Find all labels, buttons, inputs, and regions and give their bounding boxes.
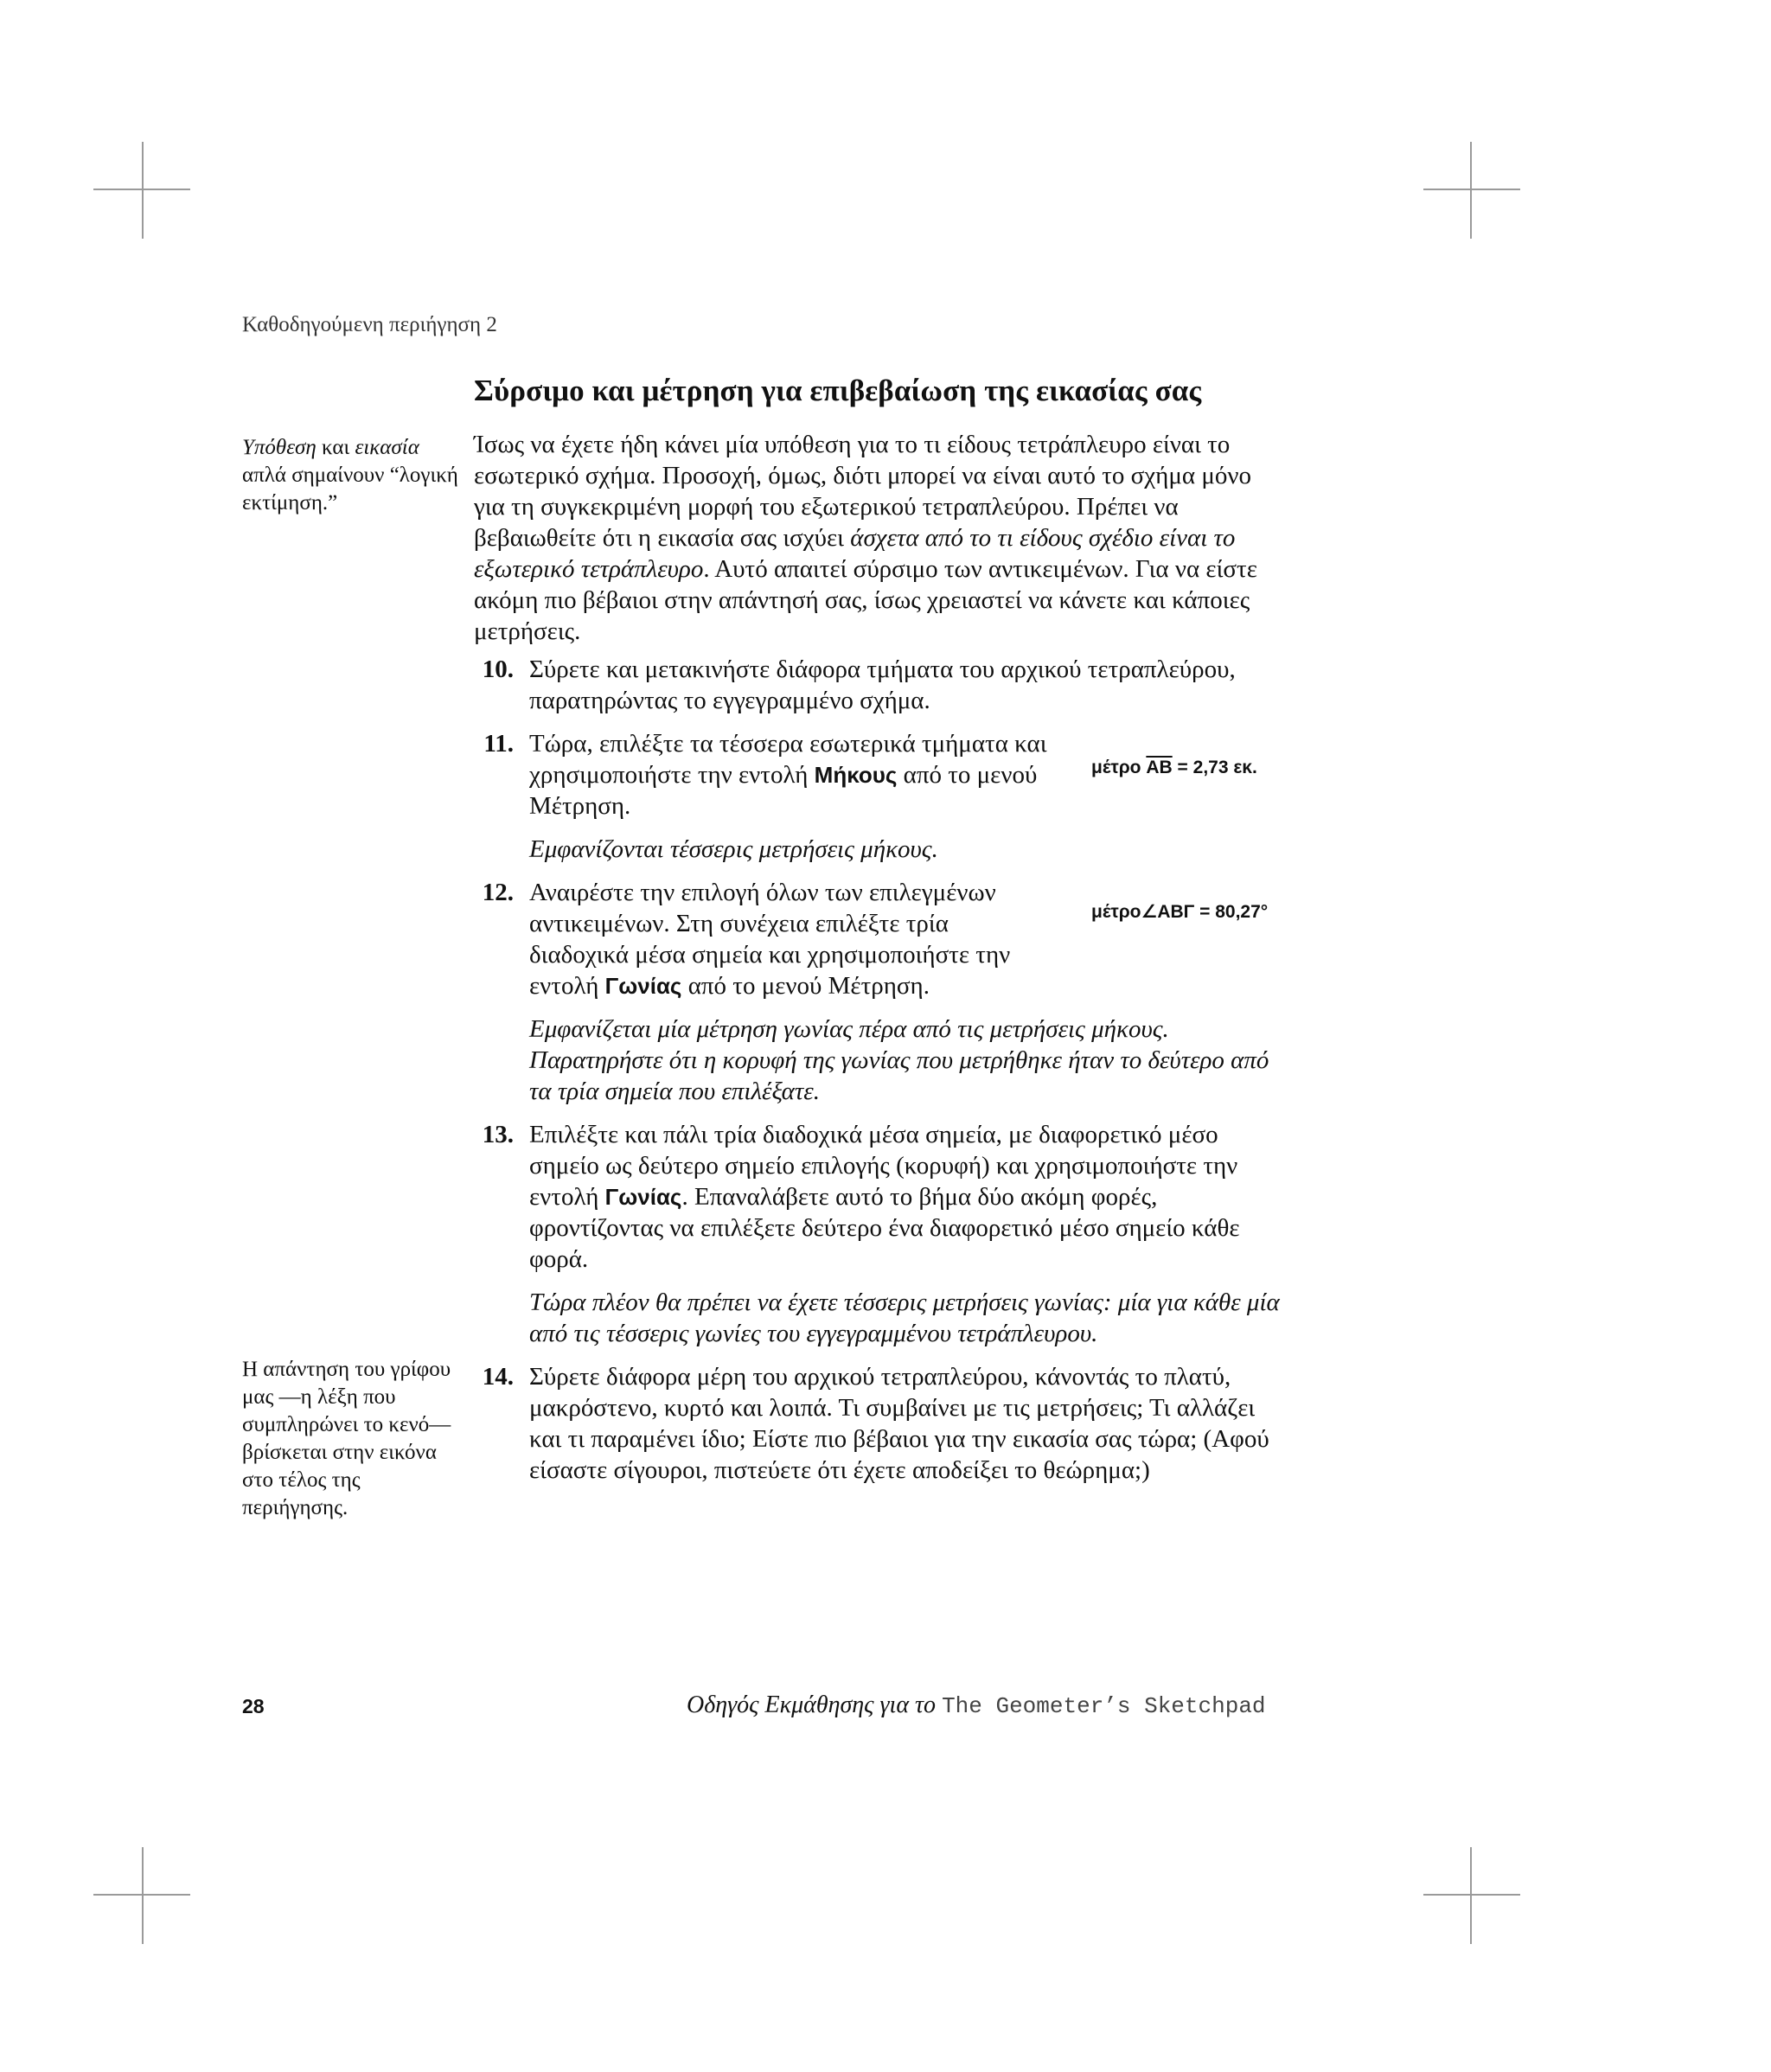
margin-note-hypothesis [242,434,458,517]
step-number: 13. [482,1121,514,1148]
margin-note-text: και [316,436,355,459]
step-13 [474,1119,1287,1275]
steps-list [474,654,1287,1498]
menu-command-angle: Γωνίας [604,973,682,999]
step-result: Τώρα πλέον θα πρέπει να έχετε τέσσερις μετρήσεις γωνίας: μία για κάθε μία από τις τέσσερις γωνίες του εγγεγραμμένου τετράπλευρου. [529,1289,1280,1347]
intro-emphasis: άσχετα από το τι είδους σχέδιο είναι το εξωτερικό τετράπλευρο [474,524,1236,583]
footer-book-title: Οδηγός Εκμάθησης για το The Geometer’s Sketchpad [687,1691,1266,1719]
menu-command-angle: Γωνίας [604,1184,682,1210]
step-text: Επιλέξτε και πάλι τρία διαδοχικά μέσα σημεία, με διαφορετικό μέσο σημείο ως δεύτερο σημείο επιλογής (κορυφή) και χρησιμοποιήστε την εντολή Γωνίας. Επαναλάβετε αυτό το βήμα δύο ακόμη φορές, φροντίζοντας να επιλέξετε δεύτερο ένα διαφορετικό μέσο σημείο κάθε φορά. [529,1121,1240,1273]
step-text: Σύρετε διάφορα μέρη του αρχικού τετραπλεύρου, κάνοντάς το πλατύ, μακρόστενο, κυρτό και λοιπά. Τι συμβαίνει με τις μετρήσεις; Τι αλλάζει και τι παραμένει ίδιο; Είστε πιο βέβαιοι για την εικασία σας τώρα; (Αφού είσαστε σίγουροι, πιστεύετε ότι έχετε αποδείξει το θεώρημα;) [529,1363,1269,1484]
software-name: The Geometer’s Sketchpad [942,1693,1266,1719]
running-head: Καθοδηγούμενη περιήγηση 2 [242,313,497,336]
page-number: 28 [242,1695,265,1717]
crop-mark [1423,189,1520,190]
step-10 [474,654,1287,716]
margin-note-puzzle: Η απάντηση του γρίφου μας —η λέξη που συμπληρώνει το κενό— βρίσκεται στην εικόνα στο τέλος της περιήγησης. [242,1358,451,1519]
crop-mark [142,1847,144,1944]
menu-command-length: Μήκους [814,762,898,788]
margin-note-text: απλά σημαίνουν “λογική εκτίμηση.” [242,464,458,515]
intro-paragraph [474,429,1287,647]
segment-label: $\overline{AB}$ [1146,758,1173,777]
step-number: 11. [483,730,514,758]
step-result: Εμφανίζονται τέσσερις μετρήσεις μήκους. [529,835,938,863]
step-text: Τώρα, επιλέξτε τα τέσσερα εσωτερικά τμήματα και χρησιμοποιήστε την εντολή Μήκους από το μενού Μέτρηση. [529,730,1047,820]
step-number: 10. [482,655,514,683]
section-title: Σύρσιμο και μέτρηση για επιβεβαίωση της εικασίας σας [474,374,1202,407]
intro-text: Ίσως να έχετε ήδη κάνει μία υπόθεση για το τι είδους τετράπλευρο είναι το εσωτερικό σχήμα. Προσοχή, όμως, διότι μπορεί να είναι αυτό το σχήμα μόνο για τη συγκεκριμένη μορφή του εξωτερικού τετραπλεύρου. Πρέπει να βεβαιωθείτε ότι η εικασία σας ισχύει [474,431,1251,552]
crop-mark [1423,1894,1520,1896]
crop-mark [1470,1847,1472,1944]
crop-mark [1470,142,1472,239]
step-number: 14. [482,1363,514,1391]
angle-measurement-readout: μέτρο∠ΑΒΓ = 80,27° [1091,902,1269,922]
crop-mark [142,142,144,239]
step-result: Εμφανίζεται μία μέτρηση γωνίας πέρα από τις μετρήσεις μήκους. Παρατηρήστε ότι η κορυφή της γωνίας που μετρήθηκε ήταν το δεύτερο από τα τρία σημεία που επιλέξατε. [529,1015,1269,1105]
step-14 [474,1361,1287,1486]
step-text: Αναιρέστε την επιλογή όλων των επιλεγμένων αντικειμένων. Στη συνέχεια επιλέξτε τρία διαδοχικά μέσα σημεία και χρησιμοποιήστε την εντολή Γωνίας από το μενού Μέτρηση. [529,879,1011,1000]
step-number: 12. [482,879,514,906]
step-text: Σύρετε και μετακινήστε διάφορα τμήματα του αρχικού τετραπλεύρου, παρατηρώντας το εγγεγραμμένο σχήμα. [529,655,1236,714]
margin-note-term: Υπόθεση [242,436,316,459]
step-12 [474,877,1287,1001]
length-measurement-readout: μέτρο $\overline{AB} = 2,73$ εκ. [1091,758,1257,777]
intro-text: . Αυτό απαιτεί σύρσιμο των αντικειμένων. Για να είστε ακόμη πιο βέβαιοι στην απάντησή σας, ίσως χρειαστεί να κάνετε και κάποιες μετρήσεις. [474,555,1257,645]
margin-note-term: εικασία [355,436,419,459]
